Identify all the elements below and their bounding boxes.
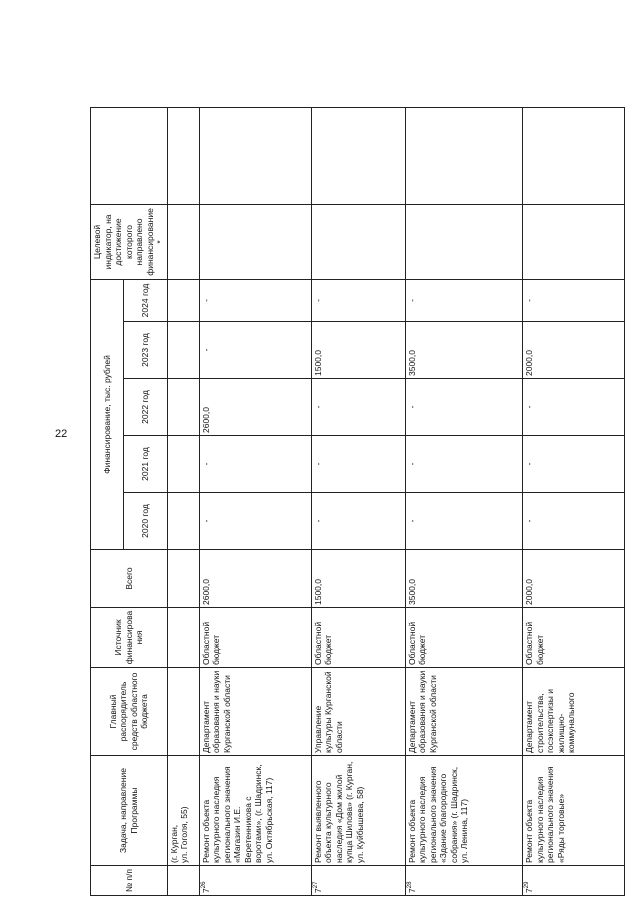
cell-indicator	[167, 204, 199, 279]
cell-extra	[199, 107, 311, 204]
cell-y2021: -	[199, 436, 311, 493]
header-year-2023: 2023 год	[123, 322, 167, 379]
header-source: Источник финансирования	[91, 608, 168, 668]
cell-source: Областной бюджет	[523, 608, 624, 668]
cell-y2024: -	[405, 279, 522, 321]
table-row-continuation	[167, 107, 199, 895]
cell-total: 2600,0	[199, 550, 311, 608]
financing-table	[90, 107, 625, 896]
table-row	[523, 107, 624, 895]
cell-num: $7^{26}$	[199, 866, 311, 896]
cell-y2022: 2600,0	[199, 379, 311, 436]
table-row	[311, 107, 405, 895]
cell-task: Ремонт объекта культурного наследия регионального значения «Магазин И.Е. Веретенникова с воротами», (г. Шадринск, ул. Октябрьская, 117)	[199, 756, 311, 866]
cell-manager: Департамент строительства, госэкспертизы и жилищно-коммунального	[523, 668, 624, 756]
header-year-2024: 2024 год	[123, 279, 167, 321]
cell-total: 3500,0	[405, 550, 522, 608]
cell-y2022: -	[311, 379, 405, 436]
table-row	[199, 107, 311, 895]
cell-extra	[167, 107, 199, 204]
cell-y2023: 2000,0	[523, 322, 624, 379]
task-line: (г. Курган,	[168, 824, 179, 863]
table-row	[405, 107, 522, 895]
cell-y2021	[167, 436, 199, 493]
cell-num	[167, 866, 199, 896]
cell-y2021: -	[523, 436, 624, 493]
cell-num: $7^{28}$	[405, 866, 522, 896]
cell-y2023: -	[199, 322, 311, 379]
cell-task: Ремонт объекта культурного наследия регионального значения «Здание благородного собрания» (г. Шадринск, ул. Ленина, 117)	[405, 756, 522, 866]
cell-manager: Департамент образования и науки Курганской области	[405, 668, 522, 756]
cell-source	[167, 608, 199, 668]
cell-y2020	[167, 493, 199, 550]
cell-y2024: -	[311, 279, 405, 321]
header-num: № п/п	[91, 866, 168, 896]
cell-y2023: 1500,0	[311, 322, 405, 379]
header-year-2021: 2021 год	[123, 436, 167, 493]
cell-task: Ремонт объекта культурного наследия регионального значения «Ряды торговые»	[523, 756, 624, 866]
header-total: Всего	[91, 550, 168, 608]
header-financing: Финансирование, тыс. рублей	[91, 279, 124, 549]
cell-y2024	[167, 279, 199, 321]
cell-manager	[167, 668, 199, 756]
cell-task	[167, 756, 199, 866]
cell-y2021: -	[405, 436, 522, 493]
cell-extra	[405, 107, 522, 204]
header-indicator: Целевой индикатор, на достижение которого направлено финансирование*	[91, 204, 168, 279]
cell-indicator	[523, 204, 624, 279]
cell-num: $7^{29}$	[523, 866, 624, 896]
header-manager: Главный распорядитель средств областного бюджета	[91, 668, 168, 756]
cell-y2020: -	[311, 493, 405, 550]
header-year-2020: 2020 год	[123, 493, 167, 550]
header-year-2022: 2022 год	[123, 379, 167, 436]
header-task: Задача, направление Программы	[91, 756, 168, 866]
cell-source: Областной бюджет	[199, 608, 311, 668]
page-number: 22	[55, 428, 68, 440]
cell-y2021: -	[311, 436, 405, 493]
cell-total: 2000,0	[523, 550, 624, 608]
cell-source: Областной бюджет	[405, 608, 522, 668]
cell-y2020: -	[405, 493, 522, 550]
cell-indicator	[311, 204, 405, 279]
cell-manager: Департамент образования и науки Курганской области	[199, 668, 311, 756]
cell-extra	[523, 107, 624, 204]
cell-y2020: -	[523, 493, 624, 550]
cell-y2022: -	[405, 379, 522, 436]
cell-indicator	[405, 204, 522, 279]
cell-num: $7^{27}$	[311, 866, 405, 896]
cell-y2024: -	[199, 279, 311, 321]
cell-y2022: -	[523, 379, 624, 436]
cell-manager: Управление культуры Курганской области	[311, 668, 405, 756]
cell-y2023: 3500,0	[405, 322, 522, 379]
cell-total: 1500,0	[311, 550, 405, 608]
cell-task: Ремонт выявленного объекта культурного наследия «Дом жилой купца Шилова» (г. Курган, ул. Куйбышева, 58)	[311, 756, 405, 866]
cell-source: Областной бюджет	[311, 608, 405, 668]
cell-indicator	[199, 204, 311, 279]
cell-y2022	[167, 379, 199, 436]
header-empty	[91, 107, 168, 204]
task-line: ул. Гоголя, 55)	[179, 806, 189, 863]
cell-y2020: -	[199, 493, 311, 550]
cell-y2024: -	[523, 279, 624, 321]
table-rotated-container	[90, 108, 618, 896]
cell-extra	[311, 107, 405, 204]
cell-total	[167, 550, 199, 608]
cell-y2023	[167, 322, 199, 379]
